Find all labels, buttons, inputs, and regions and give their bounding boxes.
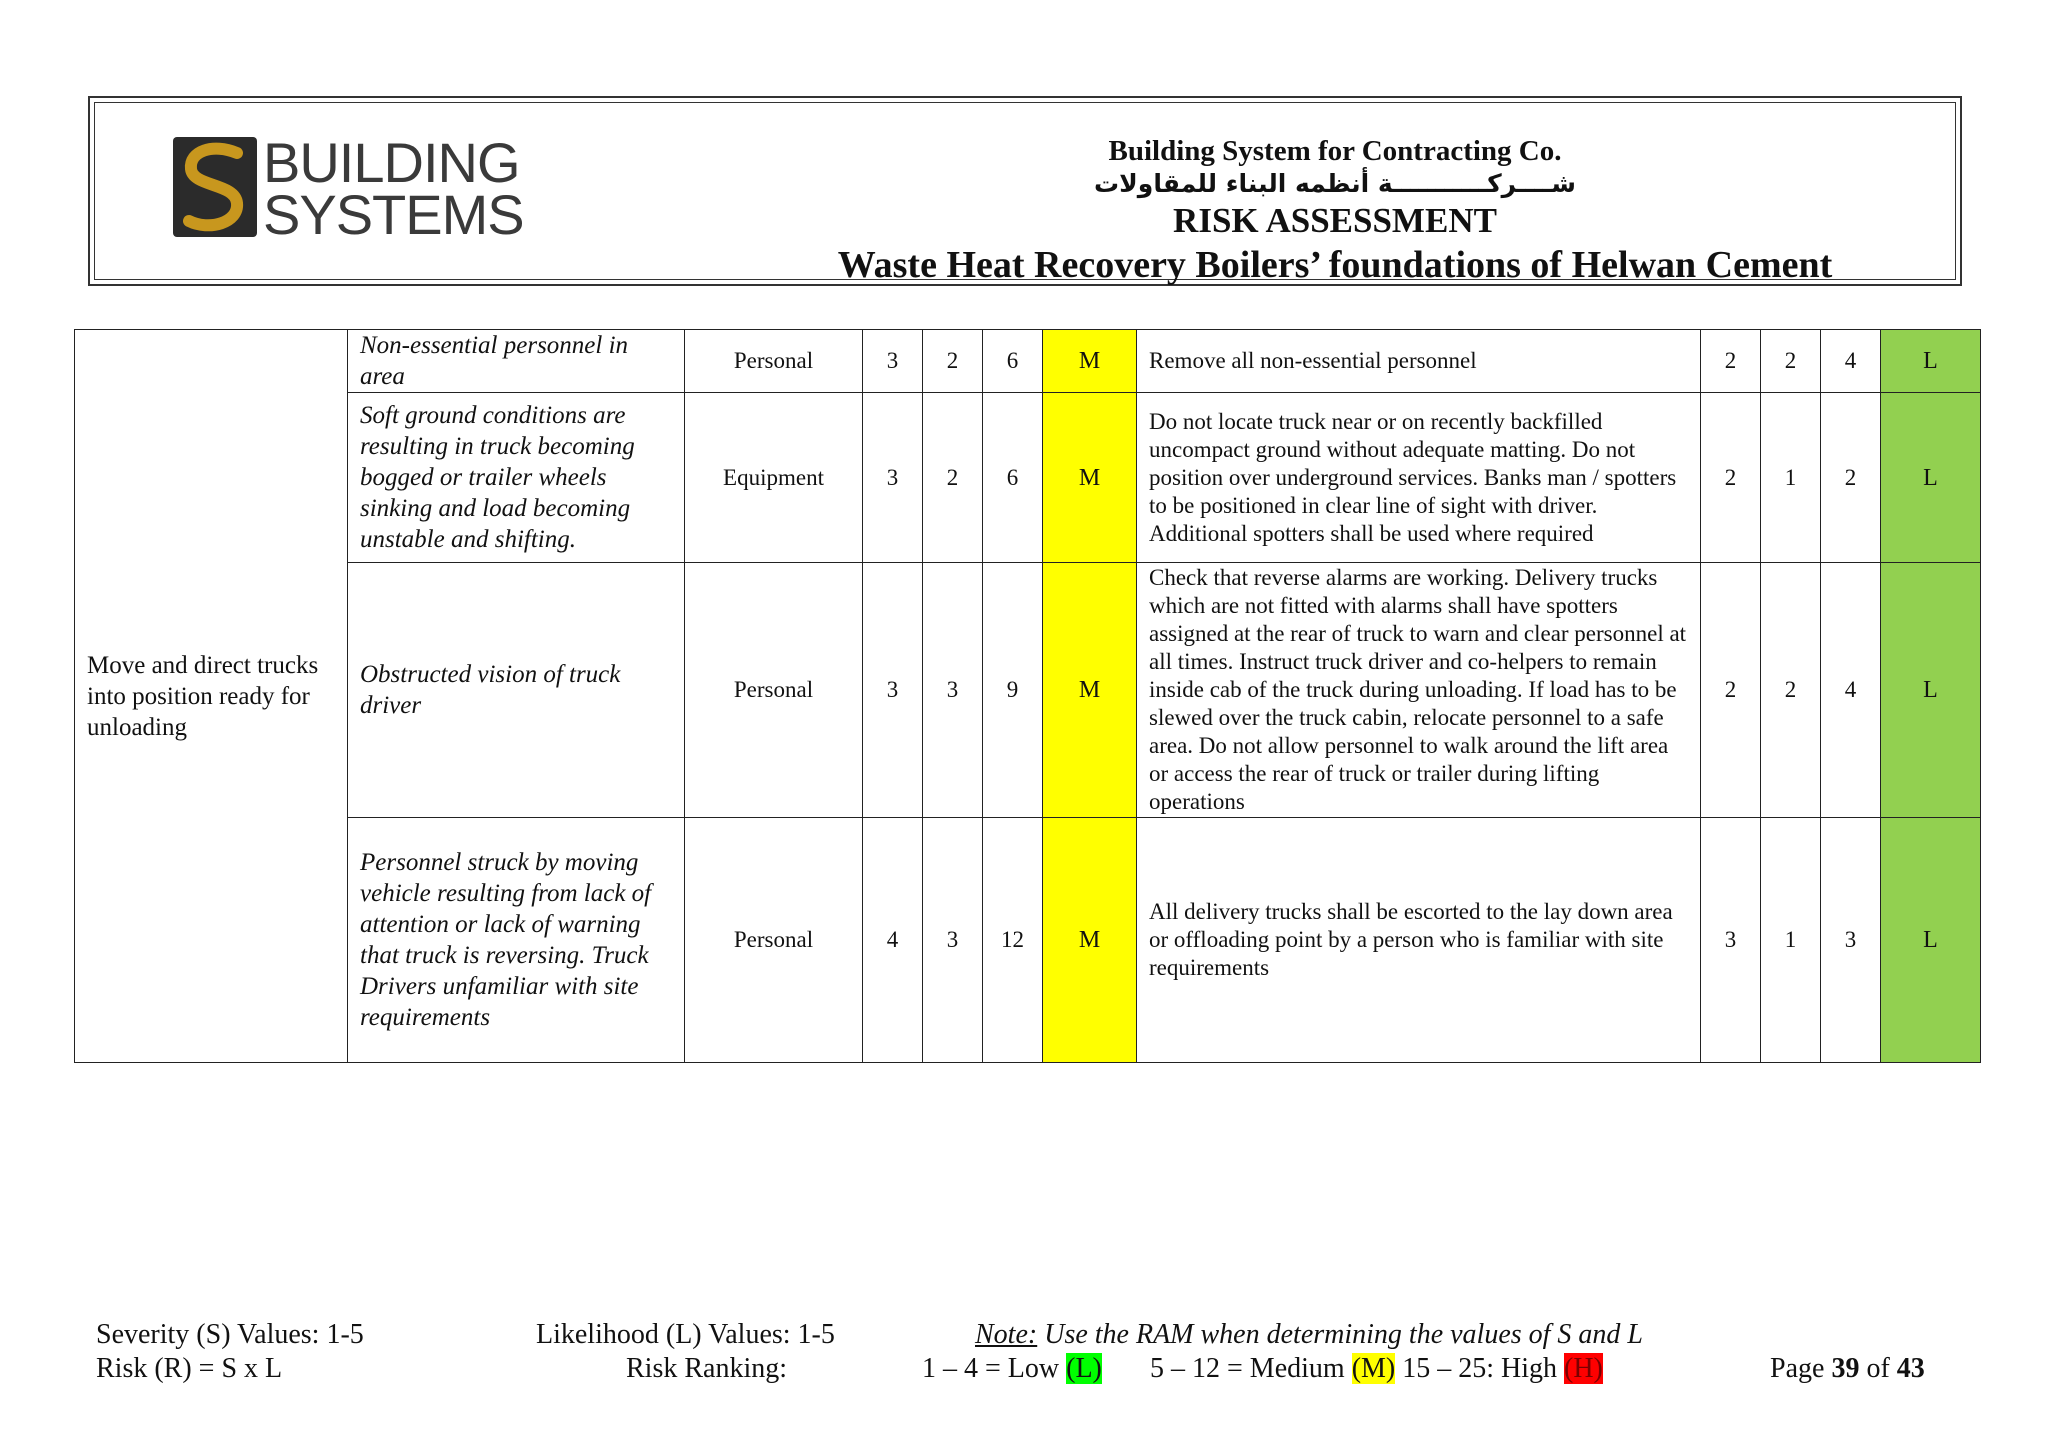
table-row <box>75 818 1981 1063</box>
company-logo <box>173 131 533 246</box>
risk-cell: 12 <box>983 818 1043 1063</box>
risk-ranking-legend <box>922 1352 1102 1386</box>
low-rank-tag: (L) <box>1066 1353 1102 1384</box>
residual-rank-cell: L <box>1881 818 1981 1063</box>
residual-rank-cell: L <box>1881 330 1981 393</box>
control-measure-cell: Do not locate truck near or on recently backfilled uncompact ground without adequate matting. Do not position over underground services. Banks man / spotters to be positioned in clear line of sight with driver. Additional spotters shall be used where required <box>1137 393 1701 563</box>
document-title: RISK ASSESSMENT <box>1173 201 1497 240</box>
residual-severity-cell: 2 <box>1701 393 1761 563</box>
medium-range-text: 5 – 12 = Medium <box>1150 1353 1352 1384</box>
initial-rank-cell: M <box>1043 818 1137 1063</box>
header-inner-frame <box>94 102 1956 286</box>
category-cell: Personal <box>685 818 863 1063</box>
medium-high-legend <box>1150 1352 1603 1386</box>
medium-rank-tag: (M) <box>1351 1353 1396 1384</box>
risk-ranking-label: Risk Ranking: <box>626 1353 788 1384</box>
risk-formula: Risk (R) = S x L <box>96 1353 283 1384</box>
initial-rank-cell: M <box>1043 330 1137 393</box>
control-measure-cell: All delivery trucks shall be escorted to the lay down area or offloading point by a person who is familiar with site requirements <box>1137 818 1701 1063</box>
logo-wordmark <box>263 131 524 246</box>
initial-rank-cell: M <box>1043 563 1137 818</box>
page-number <box>1770 1352 1925 1386</box>
residual-rank-cell: L <box>1881 393 1981 563</box>
table-row <box>75 563 1981 818</box>
company-name-arabic: شــــركـــــــــــة أنظمه البناء للمقاولات <box>1094 169 1576 198</box>
risk-assessment-table <box>74 329 1981 1063</box>
residual-risk-cell: 4 <box>1821 330 1881 393</box>
category-cell: Personal <box>685 563 863 818</box>
high-rank-tag: (H) <box>1564 1353 1603 1384</box>
likelihood-cell: 3 <box>923 818 983 1063</box>
severity-cell: 3 <box>863 330 923 393</box>
risk-cell: 6 <box>983 330 1043 393</box>
residual-risk-cell: 4 <box>1821 563 1881 818</box>
category-cell: Equipment <box>685 393 863 563</box>
category-cell: Personal <box>685 330 863 393</box>
logo-s-mark-icon <box>173 137 257 237</box>
logo-line-1: BUILDING <box>263 131 520 194</box>
hazard-cell: Obstructed vision of truck driver <box>348 563 685 818</box>
residual-likelihood-cell: 2 <box>1761 330 1821 393</box>
residual-severity-cell: 3 <box>1701 818 1761 1063</box>
control-measure-cell: Remove all non-essential personnel <box>1137 330 1701 393</box>
risk-cell: 6 <box>983 393 1043 563</box>
project-title: Waste Heat Recovery Boilers’ foundations of Helwan Cement <box>837 244 1833 286</box>
residual-likelihood-cell: 1 <box>1761 818 1821 1063</box>
likelihood-values-label: Likelihood (L) Values: 1-5 <box>536 1319 835 1350</box>
residual-severity-cell: 2 <box>1701 563 1761 818</box>
residual-risk-cell: 3 <box>1821 818 1881 1063</box>
severity-cell: 4 <box>863 818 923 1063</box>
low-range-text: 1 – 4 = Low <box>922 1353 1067 1384</box>
note-text: Use the RAM when determining the values of S and L <box>1037 1319 1644 1350</box>
page-prefix: Page <box>1770 1353 1832 1384</box>
control-measure-cell: Check that reverse alarms are working. Delivery trucks which are not fitted with alarms shall have spotters assigned at the rear of truck to warn and clear personnel at all times. Instruct truck driver and co-helpers to remain inside cab of the truck during unloading. If load has to be slewed over the truck cabin, relocate personnel to a safe area. Do not allow personnel to walk around the lift area or access the rear of truck or trailer during lifting operations <box>1137 563 1701 818</box>
table-row <box>75 393 1981 563</box>
severity-cell: 3 <box>863 393 923 563</box>
residual-rank-cell: L <box>1881 563 1981 818</box>
likelihood-cell: 3 <box>923 563 983 818</box>
page-current: 39 <box>1831 1353 1860 1384</box>
table-row <box>75 330 1981 393</box>
page-of: of <box>1859 1353 1897 1384</box>
logo-line-2: SYSTEMS <box>263 183 524 246</box>
residual-severity-cell: 2 <box>1701 330 1761 393</box>
severity-cell: 3 <box>863 563 923 818</box>
residual-likelihood-cell: 2 <box>1761 563 1821 818</box>
residual-likelihood-cell: 1 <box>1761 393 1821 563</box>
company-name: Building System for Contracting Co. <box>1108 135 1562 167</box>
hazard-cell: Non-essential personnel in area <box>348 330 685 393</box>
note-label: Note: <box>975 1319 1038 1350</box>
severity-values-label: Severity (S) Values: 1-5 <box>96 1319 364 1350</box>
hazard-cell: Personnel struck by moving vehicle resulting from lack of attention or lack of warning that truck is reversing. Truck Drivers unfamiliar with site requirements <box>348 818 685 1063</box>
likelihood-cell: 2 <box>923 330 983 393</box>
ram-note <box>975 1318 1643 1352</box>
page-total: 43 <box>1896 1353 1925 1384</box>
residual-risk-cell: 2 <box>1821 393 1881 563</box>
likelihood-cell: 2 <box>923 393 983 563</box>
document-header <box>88 96 1962 286</box>
hazard-cell: Soft ground conditions are resulting in truck becoming bogged or trailer wheels sinking and load becoming unstable and shifting. <box>348 393 685 563</box>
activity-cell: Move and direct trucks into position ready for unloading <box>75 330 348 1063</box>
risk-cell: 9 <box>983 563 1043 818</box>
high-range-text: 15 – 25: High <box>1395 1353 1565 1384</box>
initial-rank-cell: M <box>1043 393 1137 563</box>
